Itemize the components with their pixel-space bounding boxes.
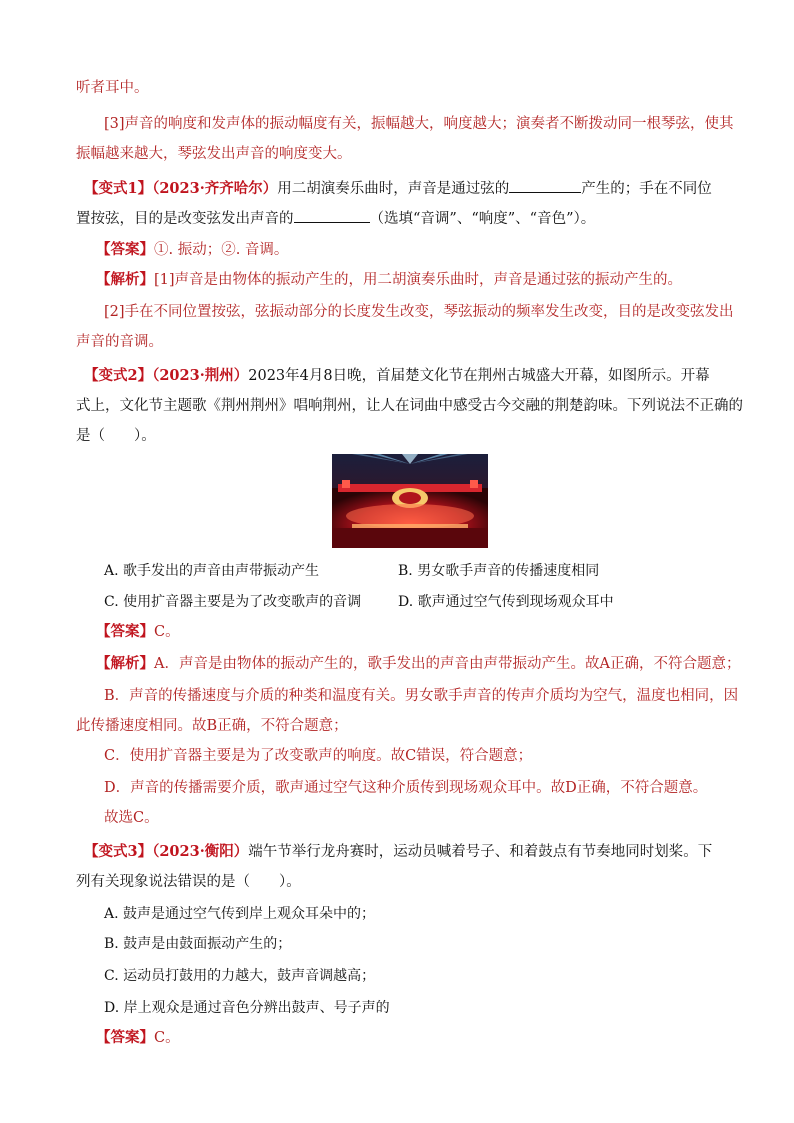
- variant2-conclusion: 故选C。: [104, 810, 159, 826]
- variant2-question-line1: [84, 366, 710, 386]
- variant2-analysis-line5: D．声音的传播需要介质，歌声通过空气这种介质传到现场观众耳中。故D正确，不符合题意。: [104, 780, 708, 796]
- variant2-question-line2: 式上，文化节主题歌《荆州荆州》唱响荆州，让人在词曲中感受古今交融的荆楚韵味。下列说法不正确的: [76, 398, 743, 414]
- variant3-answer: [96, 1028, 180, 1048]
- variant2-option-c: C. 使用扩音器主要是为了改变歌声的音调: [104, 594, 362, 610]
- variant2-analysis-text1: A．声音是由物体的振动产生的，歌手发出的声音由声带振动产生。故A正确，不符合题意；: [154, 656, 741, 672]
- variant1-answer-tag: 【答案】: [96, 241, 154, 258]
- variant1-analysis-line3: 声音的音调。: [76, 334, 163, 350]
- variant2-analysis-line3: 此传播速度相同。故B正确，不符合题意；: [76, 718, 348, 734]
- variant1-analysis-tag: 【解析】: [96, 271, 154, 288]
- stage-photo-image: [332, 454, 488, 548]
- variant2-answer-text: C。: [154, 624, 180, 640]
- variant2-analysis-line2: B．声音的传播速度与介质的种类和温度有关。男女歌手声音的传声介质均为空气，温度也相同，因: [104, 688, 739, 704]
- variant2-answer-tag: 【答案】: [96, 623, 154, 640]
- stage-photo: [332, 454, 488, 548]
- variant1-analysis-line1: [96, 270, 682, 290]
- variant2-option-b: B. 男女歌手声音的传播速度相同: [398, 563, 600, 579]
- variant1-answer-text: ①. 振动；②. 音调。: [154, 242, 289, 258]
- variant2-analysis-line1: [96, 654, 740, 674]
- variant1-analysis-line2: [2]手在不同位置按弦，弦振动部分的长度发生改变，琴弦振动的频率发生改变，目的是改变弦发出: [104, 304, 734, 320]
- explanation-3-line2: 振幅越来越大，琴弦发出声音的响度变大。: [76, 146, 352, 162]
- variant1-source: （2023·齐齐哈尔）: [152, 180, 278, 197]
- variant2-answer: [96, 622, 180, 642]
- variant3-q-text1: 端午节举行龙舟赛时，运动员喊着号子、和着鼓点有节奏地同时划桨。下: [248, 844, 713, 860]
- variant2-q-text1: 2023年4月8日晚，首届楚文化节在荆州古城盛大开幕，如图所示。开幕: [248, 368, 710, 384]
- variant2-source: （2023·荆州）: [152, 367, 249, 384]
- variant3-option-a: A. 鼓声是通过空气传到岸上观众耳朵中的；: [104, 906, 376, 922]
- answer-blank-2: [294, 208, 370, 223]
- variant1-q-part2: 产生的；手在不同位: [581, 181, 712, 197]
- variant1-answer: [96, 240, 288, 260]
- variant2-option-d: D. 歌声通过空气传到现场观众耳中: [398, 594, 614, 610]
- variant1-q-l2-part2: （选填“音调”、“响度”、“音色”）。: [369, 211, 596, 227]
- variant3-question-line2: 列有关现象说法错误的是（ ）。: [76, 874, 301, 890]
- variant1-q-part1: 用二胡演奏乐曲时，声音是通过弦的: [277, 181, 510, 197]
- variant2-analysis-tag: 【解析】: [96, 655, 154, 672]
- variant2-tag: 【变式2】: [84, 367, 153, 384]
- variant3-question-line1: [84, 842, 712, 862]
- variant1-analysis-text1: [1]声音是由物体的振动产生的，用二胡演奏乐曲时，声音是通过弦的振动产生的。: [154, 272, 683, 288]
- variant2-question-line3: 是（ ）。: [76, 428, 156, 444]
- variant1-q-l2-part1: 置按弦，目的是改变弦发出声音的: [76, 211, 294, 227]
- prev-explanation-tail: 听者耳中。: [76, 80, 149, 96]
- variant1-question-line1: [84, 178, 712, 199]
- variant3-source: （2023·衡阳）: [152, 843, 249, 860]
- answer-blank-1: [509, 178, 581, 193]
- variant2-option-a: A. 歌手发出的声音由声带振动产生: [104, 563, 320, 579]
- variant3-option-c: C. 运动员打鼓用的力越大，鼓声音调越高；: [104, 968, 376, 984]
- variant3-answer-text: C。: [154, 1030, 180, 1046]
- variant3-answer-tag: 【答案】: [96, 1029, 154, 1046]
- variant1-question-line2: [76, 208, 595, 229]
- variant3-option-b: B. 鼓声是由鼓面振动产生的；: [104, 936, 292, 952]
- variant3-option-d: D. 岸上观众是通过音色分辨出鼓声、号子声的: [104, 1000, 390, 1016]
- variant1-tag: 【变式1】: [84, 180, 153, 197]
- variant2-analysis-line4: C．使用扩音器主要是为了改变歌声的响度。故C错误，符合题意；: [104, 748, 533, 764]
- explanation-3-line1: [3]声音的响度和发声体的振动幅度有关，振幅越大，响度越大；演奏者不断拨动同一根琴弦，使其: [104, 116, 734, 132]
- variant3-tag: 【变式3】: [84, 843, 153, 860]
